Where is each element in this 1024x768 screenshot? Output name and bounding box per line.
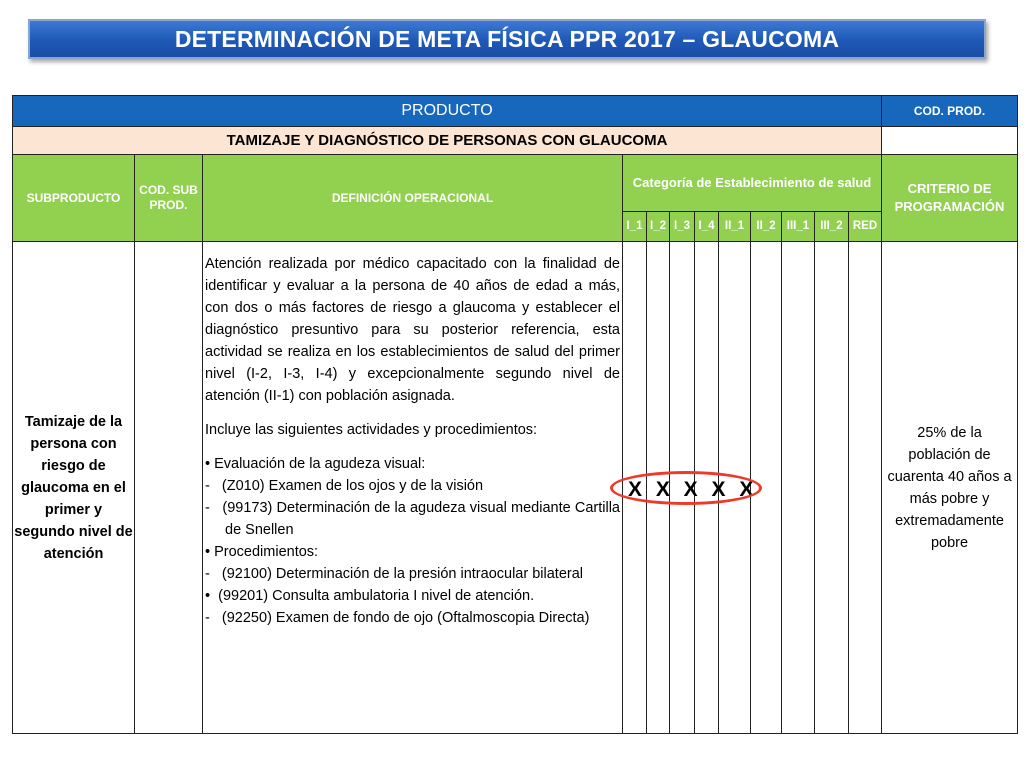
category-iii2: III_2 (815, 212, 849, 242)
definicion-item: - (92100) Determinación de la presión intraocular bilateral (205, 566, 583, 582)
cod-prod-value (882, 127, 1018, 155)
category-cell (782, 242, 815, 734)
producto-header: PRODUCTO (13, 96, 882, 127)
definicion-intro: Incluye las siguientes actividades y procedimientos: (205, 422, 538, 438)
cod-sub-prod-header: COD. SUB PROD. (135, 155, 203, 242)
subproducto-cell: Tamizaje de la persona con riesgo de glaucoma en el primer y segundo nivel de atención (13, 242, 135, 734)
definicion-item: • Evaluación de la agudeza visual: (205, 456, 426, 472)
categoria-header: Categoría de Establecimiento de salud (623, 155, 882, 212)
category-i1: I_1 (623, 212, 647, 242)
category-marks: X X X X X (628, 478, 754, 501)
definicion-item: • (99201) Consulta ambulatoria I nivel de atención. (205, 588, 535, 604)
category-cell (849, 242, 882, 734)
category-ii2: II_2 (751, 212, 782, 242)
producto-name: TAMIZAJE Y DIAGNÓSTICO DE PERSONAS CON GLAUCOMA (13, 127, 882, 155)
subproducto-header: SUBPRODUCTO (13, 155, 135, 242)
definicion-header: DEFINICIÓN OPERACIONAL (203, 155, 623, 242)
page-title: DETERMINACIÓN DE META FÍSICA PPR 2017 – GLAUCOMA (28, 19, 986, 59)
criterio-cell: 25% de la población de cuarenta 40 años a más pobre y extremadamente pobre (882, 242, 1018, 734)
definicion-item: • Procedimientos: (205, 544, 319, 560)
category-ii1: II_1 (719, 212, 751, 242)
category-cell (815, 242, 849, 734)
category-i4: I_4 (695, 212, 719, 242)
meta-fisica-table (12, 95, 1018, 734)
cod-sub-prod-cell (135, 242, 203, 734)
definicion-paragraph: Atención realizada por médico capacitado con la finalidad de identificar y evaluar a la persona de 40 años de edad a más, con dos o más factores de riesgo a glaucoma y establecer el diagnóstico presuntivo para su posterior referencia, esta actividad se realiza en los establecimientos de salud del primer nivel (I-2, I-3, I-4) y excepcionalmente segundo nivel de atención (II-1) con población asignada. (205, 256, 620, 404)
category-i3: I_3 (670, 212, 695, 242)
cod-prod-header: COD. PROD. (882, 96, 1018, 127)
criterio-header: CRITERIO DE PROGRAMACIÓN (882, 155, 1018, 242)
definicion-item: - (Z010) Examen de los ojos y de la visión (205, 478, 484, 494)
definicion-item: - (92250) Examen de fondo de ojo (Oftalmoscopia Directa) (205, 610, 590, 626)
highlight-oval (610, 471, 762, 505)
category-red: RED (849, 212, 882, 242)
definicion-item: - (99173) Determinación de la agudeza visual mediante Cartilla de Snellen (205, 500, 620, 538)
definicion-cell (203, 242, 623, 734)
category-iii1: III_1 (782, 212, 815, 242)
category-i2: I_2 (647, 212, 670, 242)
